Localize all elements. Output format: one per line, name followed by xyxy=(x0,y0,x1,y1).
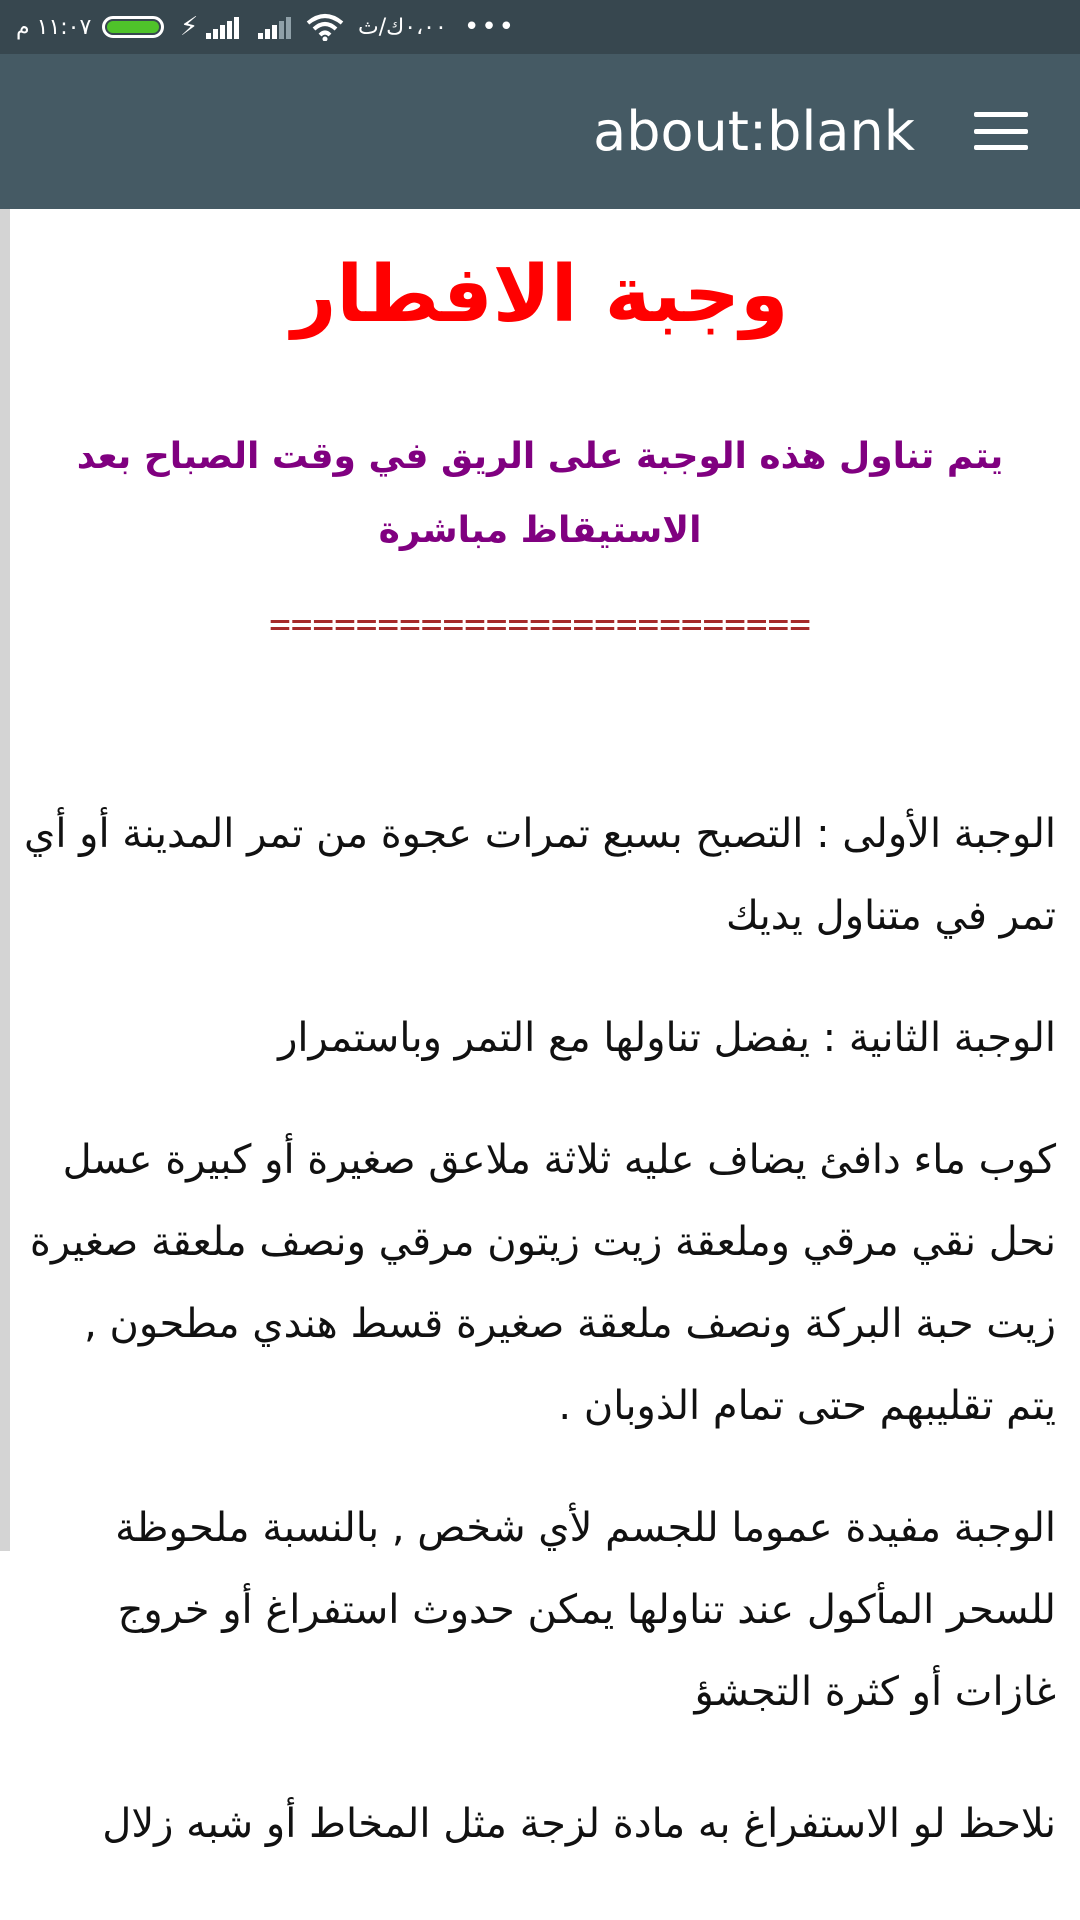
article-title: وجبة الافطار xyxy=(291,250,789,340)
network-speed: ٠،٠٠ك/ث xyxy=(358,14,447,40)
paragraph-benefits: الوجبة مفيدة عموما للجسم لأي شخص , بالنسبة ملحوظة للسحر المأكول عند تناولها يمكن حدوث استفراغ أو خروج غازات أو كثرة التجشؤ xyxy=(115,1505,1056,1716)
more-notifications-icon: ••• xyxy=(464,12,517,42)
cell-signal-icon xyxy=(206,0,240,54)
divider-line: ========================= xyxy=(269,604,811,646)
paragraph-second-meal: الوجبة الثانية : يفضل تناولها مع التمر وباستمرار xyxy=(278,1015,1056,1062)
article-subtitle: يتم تناول هذه الوجبة على الريق في وقت الصباح بعد الاستيقاظ مباشرة xyxy=(76,436,1004,552)
article xyxy=(24,209,1056,1865)
paragraph-first-meal: الوجبة الأولى : التصبح بسبع تمرات عجوة من تمر المدينة أو أي تمر في متناول يديك xyxy=(24,811,1056,940)
status-time: ١١:٠٧ م xyxy=(16,14,92,40)
browser-toolbar xyxy=(0,54,1080,209)
cell-signal-2-icon xyxy=(258,0,292,54)
battery-icon xyxy=(102,0,164,54)
scroll-indicator xyxy=(0,209,10,1551)
charging-icon: ⚡ xyxy=(180,12,199,42)
paragraph-note: نلاحظ لو الاستفراغ به مادة لزجة مثل المخاط أو شبه زلال xyxy=(102,1801,1056,1848)
page-url-title[interactable]: about:blank xyxy=(593,100,915,163)
hamburger-menu-icon[interactable] xyxy=(974,106,1028,156)
web-content[interactable] xyxy=(0,209,1080,1920)
paragraph-recipe: كوب ماء دافئ يضاف عليه ثلاثة ملاعق صغيرة أو كبيرة عسل نحل نقي مرقي وملعقة زيت زيتون مرقي ونصف ملعقة صغيرة زيت حبة البركة ونصف ملعقة صغيرة قسط هندي مطحون , يتم تقليبهم حتى تمام الذوبان . xyxy=(29,1137,1056,1430)
wifi-icon xyxy=(306,0,344,54)
status-bar xyxy=(0,0,1080,54)
